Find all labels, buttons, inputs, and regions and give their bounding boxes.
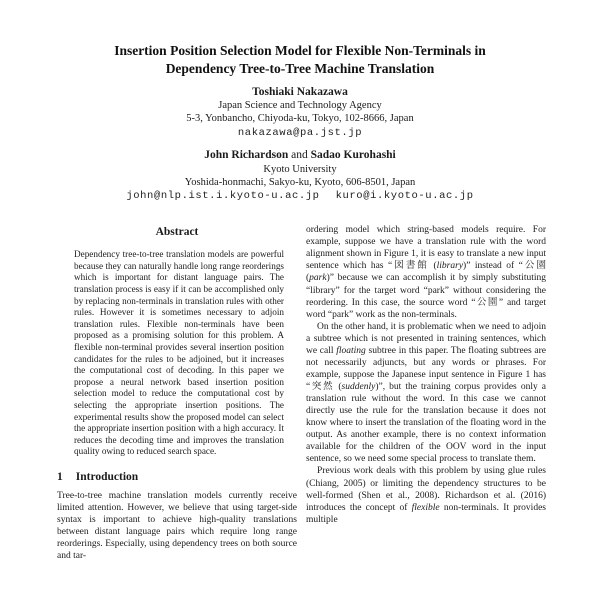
author-block-second <box>0 148 600 203</box>
body-paragraph: ordering model which string-based models require. For example, suppose we have a translation rule with the word alignment shown in Figure 1, it is easy to translate a new input sentence which has “図書館 (library)” instead of “公園 (park)” because we can accomplish it by simply substituting “library” for the target word “park” without considering the reordering. In this case, the source word “公園” and target word “park” work as the non-terminals. <box>306 225 546 320</box>
author-name: John Richardson <box>204 149 289 162</box>
author-emails <box>0 190 600 204</box>
author-email: john@nlp.ist.i.kyoto-u.ac.jp <box>126 189 320 202</box>
author-affiliation: Kyoto University <box>263 163 337 175</box>
body-paragraph: On the other hand, it is problematic when we need to adjoin a subtree which is not presented in training sentences, which we call floating subtree in this paper. The floating subtrees are not necessarily adjuncts, but any words or phrases. For example, suppose the Japanese input sentence in Figure 1 has “突然 (suddenly)”, but the training corpus provides only a translation rule without the word. In this case we cannot directly use the rule for the translation because it does not know where to insert the translation of the floating word in the output. As another example, there is no context information available for the children of the OOV word in the input sentence, so we need some special process to translate them. <box>306 321 546 465</box>
author-email: kuro@i.kyoto-u.ac.jp <box>335 189 474 202</box>
section-heading-introduction <box>57 471 297 483</box>
section-title: Introduction <box>75 470 139 483</box>
author-address: Yoshida-honmachi, Sakyo-ku, Kyoto, 606-8501, Japan <box>184 176 416 188</box>
author-address: 5-3, Yonbancho, Chiyoda-ku, Tokyo, 102-8666, Japan <box>186 113 414 125</box>
author-email: nakazawa@pa.jst.jp <box>237 126 363 139</box>
author-name: Sadao Kurohashi <box>310 149 396 162</box>
author-conjunction: and <box>291 149 308 162</box>
abstract-text: Dependency tree-to-tree translation models are powerful because they can naturally handle long range reorderings which is important for distant language pairs. The translation process is easy if it can be accomplished only by replacing non-terminals in translation rules with other rules. However it is sometimes necessary to adjoin translation rules. Flexible non-terminals have been proposed as a promising solution for this problem. A flexible non-terminal provides several insertion position candidates for the rules to be adjoined, but it increases the computational cost of decoding. In this paper we propose a neural network based insertion position selection model to reduce the computational cost by selecting the appropriate insertion positions. The experimental results show the proposed model can select the appropriate insertion position with a high accuracy. It reduces the decoding time and improves the translation quality owing to reduced search space. <box>74 249 284 457</box>
introduction-paragraph: Tree-to-tree machine translation models currently receive limited attention. However, we believe that using target-side syntax is important to achieve high-quality translations between distant language pairs which require long range reorderings. Especially, using dependency trees on both source and tar- <box>57 490 297 562</box>
author-name: Toshiaki Nakazawa <box>252 86 348 99</box>
paper-header <box>0 0 600 203</box>
title-line-1: Insertion Position Selection Model for Flexible Non-Terminals in <box>114 43 486 58</box>
author-block-first <box>0 85 600 140</box>
title-line-2: Dependency Tree-to-Tree Machine Translation <box>165 60 435 76</box>
section-number: 1 <box>57 470 63 483</box>
right-column <box>306 224 546 562</box>
two-column-body <box>0 224 600 562</box>
author-affiliation: Japan Science and Technology Agency <box>218 100 382 112</box>
body-paragraph: Previous work deals with this problem by using glue rules (Chiang, 2005) or limiting the dependency structures to be well-formed (Shen et al., 2008). Richardson et al. (2016) introduces the concept of flexible non-terminals. It provides multiple <box>306 466 546 525</box>
author-names <box>0 148 600 162</box>
paper-title <box>0 42 600 77</box>
left-column <box>57 224 297 562</box>
abstract-heading: Abstract <box>155 226 199 239</box>
